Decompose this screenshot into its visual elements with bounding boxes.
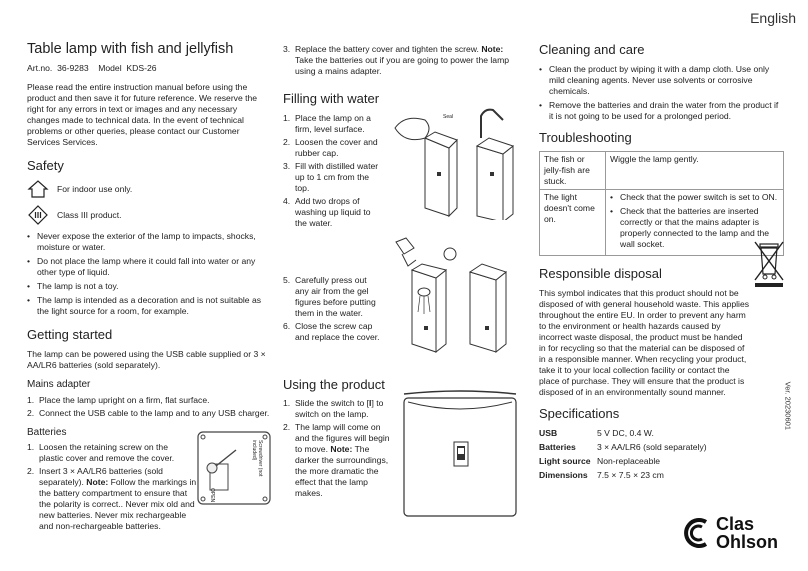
troubleshooting-table — [539, 151, 784, 256]
class3-symbol-row — [27, 204, 272, 226]
specifications-heading: Specifications — [539, 405, 620, 421]
list-item: 2. Connect the USB cable to the lamp and to any USB charger. — [27, 407, 270, 418]
brand-logo — [682, 515, 778, 551]
brand-line-2: Ohlson — [716, 532, 778, 552]
list-item: • Check that the batteries are inserted correctly or that the mains adapter is properly connected to the lamp and the wall socket. — [610, 206, 779, 250]
list-item: • Check that the power switch is set to ON. — [610, 192, 779, 203]
list-item: 1. Slide the switch to [I] to switch on the lamp. — [283, 398, 384, 420]
list-item: 3. Fill with distilled water up to 1 cm from the top. — [283, 160, 379, 193]
spec-key: Light source — [539, 455, 591, 466]
list-item: 2. Loosen the cover and rubber cap. — [283, 136, 378, 158]
open-label: OPEN — [209, 488, 215, 503]
model-label: Model — [98, 62, 122, 73]
class3-text: Class III product. — [57, 209, 122, 220]
list-item: 2. The lamp will come on and the figures will begin to move. Note: The darker the surroundings, the more dramatic the effect that the lamp makes. — [283, 422, 390, 499]
list-item: • Remove the batteries and drain the water from the product if it is not going to be used for a prolonged period. — [539, 100, 784, 122]
weee-bin-icon — [752, 238, 786, 288]
list-item: 4. Add two drops of washing up liquid to the water. — [283, 195, 371, 228]
disposal-text: This symbol indicates that this product should not be disposed of with general household waste. This applies throughout the entire EU. In order to prevent any harm to the environment or health hazards caused by incorrect waste disposal, the product must be handed in for recycling so that the material can be disposed of in a responsible manner. When recycling your product, take it to your local collection facility or contact the place of purchase. They will ensure that the product is disposed of in an environmentally sound manner. — [539, 287, 750, 397]
mains-steps — [27, 395, 272, 419]
spec-key: USB — [539, 427, 558, 438]
using-steps — [283, 398, 395, 499]
list-item: • The lamp is not a toy. — [27, 281, 272, 292]
spec-value: 3 × AA/LR6 (sold separately) — [597, 441, 707, 452]
house-icon — [27, 179, 49, 199]
column-3 — [539, 40, 784, 481]
list-item: 1. Place the lamp on a firm, level surface. — [283, 112, 371, 134]
problem-cell: The light doesn't come on. — [540, 190, 606, 256]
troubleshooting-heading: Troubleshooting — [539, 129, 632, 145]
list-item: • Clean the product by wiping it with a damp cloth. Use only mild cleaning agents. Never use solvents or corrosive chemicals. — [539, 64, 784, 97]
batteries-heading: Batteries — [27, 426, 67, 438]
solution-cell: Wiggle the lamp gently. — [606, 152, 784, 190]
intro-text: Please read the entire instruction manual before using the product and then save it for future reference. We reserve the right for any errors in text or images and any necessary changes made to technical data. In the event of technical problems or other queries, please contact our Customer Services Services. — [27, 81, 258, 147]
class-iii-icon — [27, 204, 49, 226]
model-number: KDS-26 — [126, 62, 157, 73]
list-item: 1. Place the lamp upright on a firm, flat surface. — [27, 394, 210, 405]
filling-illustration — [385, 108, 520, 220]
list-item: 2. Insert 3 × AA/LR6 batteries (sold separately). Note: Follow the markings in the battery compartment to ensure that the polarity is correct.. Never mix old and new batteries. Never mix rechargeable and non-rechargeable batteries. — [27, 466, 197, 532]
list-item: • Never expose the exterior of the lamp to impacts, shocks, moisture or water. — [27, 231, 272, 253]
spec-key: Batteries — [539, 441, 576, 452]
list-item: 5. Carefully press out any air from the gel figures before putting them in the water. — [283, 274, 376, 318]
list-item: • The lamp is intended as a decoration and is not suitable as the light source for a room, for example. — [27, 295, 272, 317]
article-info — [27, 63, 272, 74]
list-item: • Do not place the lamp where it could fall into water or any other type of liquid. — [27, 256, 272, 278]
table-row — [540, 190, 784, 256]
spec-value: 7.5 × 7.5 × 23 cm — [597, 469, 664, 480]
disposal-heading: Responsible disposal — [539, 266, 662, 282]
cleaning-list — [539, 64, 784, 122]
list-item: 6. Close the screw cap and replace the cover. — [283, 320, 380, 342]
brand-line-1: Clas — [716, 514, 755, 534]
specifications-table — [539, 428, 784, 481]
indoor-text: For indoor use only. — [57, 183, 133, 194]
getting-started-text: The lamp can be powered using the USB cable supplied or 3 × AA/LR6 batteries (sold separately). — [27, 348, 266, 370]
list-item: 3. Replace the battery cover and tighten the screw. Note: Take the batteries out if you are going to power the lamp using a mains adapter. — [283, 44, 510, 76]
spec-key: Dimensions — [539, 469, 588, 480]
version-label: Ver. 20230601 — [783, 381, 792, 430]
mains-heading: Mains adapter — [27, 378, 91, 390]
art-no-label: Art.no. — [27, 62, 53, 73]
indoor-symbol-row — [27, 179, 272, 199]
filling-steps-2 — [283, 275, 381, 343]
safety-heading: Safety — [27, 157, 64, 173]
using-heading: Using the product — [283, 376, 385, 392]
seal-label: Seal — [443, 114, 454, 120]
problem-cell: The fish or jelly-fish are stuck. — [540, 152, 606, 190]
clas-ohlson-logo-icon — [682, 516, 712, 550]
table-row — [540, 152, 784, 190]
battery-step-3 — [283, 44, 523, 77]
spec-value: Non-replaceable — [597, 455, 661, 466]
page-title: Table lamp with fish and jellyfish — [27, 41, 234, 57]
filling-heading: Filling with water — [283, 91, 380, 106]
battery-steps — [27, 442, 197, 532]
art-no: 36-9283 — [57, 62, 89, 73]
getting-started-heading: Getting started — [27, 327, 113, 343]
brand-name — [716, 515, 778, 551]
list-item: 1. Loosen the retaining screw on the plastic cover and remove the cover. — [27, 442, 175, 464]
spec-value: 5 V DC, 0.4 W. — [597, 427, 654, 438]
screwdriver-label: Screwdriver (not included) — [251, 440, 263, 477]
safety-list — [27, 231, 272, 317]
lamp-base-illustration — [400, 382, 520, 520]
filling-steps-1 — [283, 113, 381, 229]
jellyfish-illustration — [388, 232, 520, 356]
language-label: English — [750, 10, 796, 26]
cleaning-heading: Cleaning and care — [539, 42, 645, 57]
